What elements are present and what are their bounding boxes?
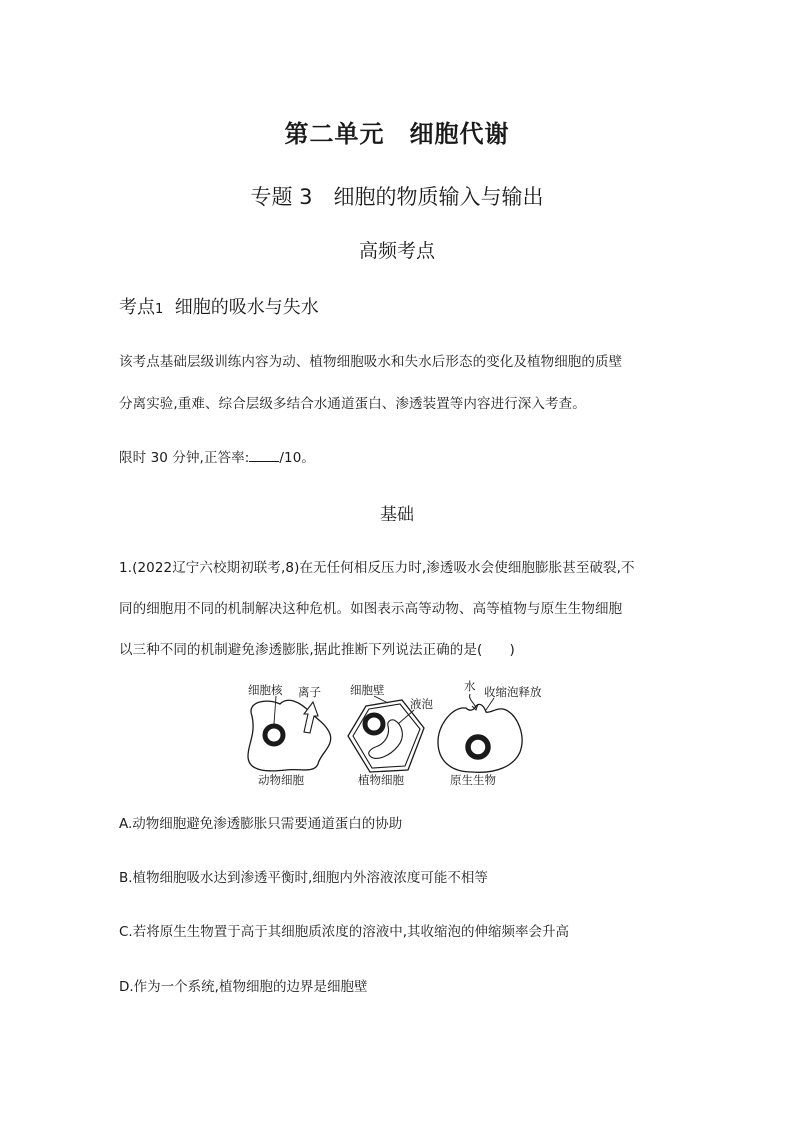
- label-animal-cell: 动物细胞: [258, 773, 304, 787]
- exam-point-number: 1: [155, 302, 164, 317]
- label-ion: 离子: [298, 685, 321, 699]
- section-title: 高频考点: [358, 240, 435, 262]
- option-d: D.作为一个系统,植物细胞的边界是细胞壁: [119, 979, 368, 995]
- plant-nucleus: [365, 715, 383, 733]
- nucleus-leader: [274, 696, 276, 724]
- level-heading: 基础: [380, 505, 414, 525]
- score-blank: [249, 449, 279, 462]
- exam-point-heading: [119, 293, 319, 319]
- label-nucleus: 细胞核: [248, 683, 283, 697]
- label-cell-wall: 细胞壁: [350, 683, 385, 697]
- label-contractile-vacuole: 收缩泡释放: [484, 685, 542, 699]
- plant-vacuole: [369, 720, 403, 759]
- contractile-leader: [486, 698, 494, 710]
- label-vacuole: 液泡: [410, 697, 433, 711]
- cell-diagram: [238, 676, 556, 790]
- label-plant-cell: 植物细胞: [358, 773, 404, 787]
- question-line-1: 1.(2022辽宁六校期初联考,8)在无任何相反压力时,渗透吸水会使细胞膨胀甚至破裂,不: [119, 560, 635, 576]
- animal-cell-outline: [248, 700, 331, 771]
- cell-wall-leader: [374, 696, 388, 703]
- time-limit-line: [119, 446, 315, 466]
- option-a: A.动物细胞避免渗透膨胀只需要通道蛋白的协助: [119, 816, 403, 832]
- question-line-2: 同的细胞用不同的机制解决这种危机。如图表示高等动物、高等植物与原生生物细胞: [119, 601, 623, 617]
- option-c: C.若将原生生物置于高于其细胞质浓度的溶液中,其收缩泡的伸缩频率会升高: [119, 924, 570, 940]
- topic-title: 专题 3 细胞的物质输入与输出: [250, 185, 544, 209]
- exam-point-name: 细胞的吸水与失水: [174, 297, 319, 318]
- time-limit-prefix: 限时 30 分钟,正答率:: [119, 450, 250, 466]
- water-arrow: [470, 694, 476, 708]
- label-protist: 原生生物: [450, 773, 496, 787]
- intro-line-1: 该考点基础层级训练内容为动、植物细胞吸水和失水后形态的变化及植物细胞的质壁: [119, 354, 623, 370]
- time-limit-suffix: /10。: [279, 450, 316, 466]
- label-water: 水: [464, 679, 476, 693]
- animal-nucleus: [265, 726, 283, 744]
- protist-nucleus: [468, 737, 488, 757]
- question-line-3: 以三种不同的机制避免渗透膨胀,据此推断下列说法正确的是( ): [119, 642, 515, 658]
- unit-title: 第二单元 细胞代谢: [284, 120, 510, 148]
- exam-point-label: 考点: [119, 297, 155, 318]
- option-b: B.植物细胞吸水达到渗透平衡时,细胞内外溶液浓度可能不相等: [119, 870, 488, 886]
- intro-line-2: 分离实验,重难、综合层级多结合水通道蛋白、渗透装置等内容进行深入考查。: [119, 396, 586, 412]
